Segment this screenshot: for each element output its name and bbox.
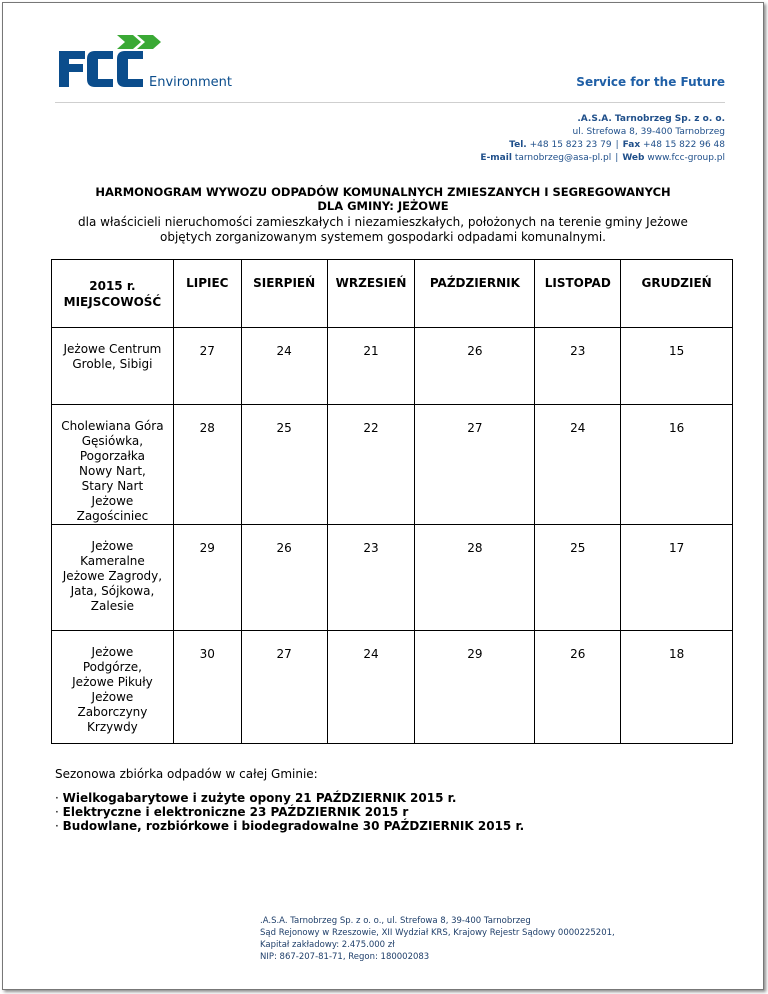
title-line-2: DLA GMINY: JEŻOWE <box>317 199 449 213</box>
logo-subtitle: Environment <box>149 75 233 90</box>
footer-line: .A.S.A. Tarnobrzeg Sp. z o. o., ul. Strefowa 8, 39-400 Tarnobrzeg <box>260 916 531 926</box>
seasonal-list <box>55 791 524 833</box>
day-cell: 27 <box>241 631 327 744</box>
header-month: GRUDZIEŃ <box>621 260 733 328</box>
day-cell: 28 <box>173 405 241 525</box>
header-divider <box>55 102 725 103</box>
day-cell: 24 <box>327 631 415 744</box>
header-month: LISTOPAD <box>535 260 621 328</box>
day-cell: 25 <box>241 405 327 525</box>
header-location: 2015 r. MIEJSCOWOŚĆ <box>52 260 174 328</box>
day-cell: 15 <box>621 328 733 405</box>
document-title <box>43 185 723 213</box>
company-info: .A.S.A. Tarnobrzeg Sp. z o. o. ul. Strefowa 8, 39-400 Tarnobrzeg Tel. +48 15 823 23 79 | Fax +48 15 822 96 48 E-mail tarnobrzeg@asa-pl.pl | Web www.fcc-group.pl <box>480 114 725 163</box>
table-row <box>52 328 733 405</box>
subtitle-line-2: objętych zorganizowanym systemem gospodarki odpadami komunalnymi. <box>160 230 606 244</box>
table-row <box>52 525 733 631</box>
list-item: · Budowlane, rozbiórkowe i biodegradowalne 30 PAŹDZIERNIK 2015 r. <box>55 819 524 833</box>
web-label: Web <box>622 153 645 163</box>
tel-value: +48 15 823 23 79 <box>529 140 612 150</box>
footer-line: Sąd Rejonowy w Rzeszowie, XII Wydział KRS, Krajowy Rejestr Sądowy 0000225201, <box>260 928 615 938</box>
list-item: · Elektryczne i elektroniczne 23 PAŹDZIERNIK 2015 r <box>55 805 524 819</box>
day-cell: 24 <box>241 328 327 405</box>
day-cell: 29 <box>173 525 241 631</box>
table-header-row <box>52 260 733 328</box>
title-line-1: HARMONOGRAM WYWOZU ODPADÓW KOMUNALNYCH ZMIESZANYCH I SEGREGOWANYCH <box>95 185 671 199</box>
schedule-table <box>51 259 733 744</box>
day-cell: 23 <box>535 328 621 405</box>
day-cell: 22 <box>327 405 415 525</box>
day-cell: 24 <box>535 405 621 525</box>
email-label: E-mail <box>480 153 512 163</box>
day-cell: 23 <box>327 525 415 631</box>
day-cell: 26 <box>415 328 535 405</box>
tel-label: Tel. <box>509 140 527 150</box>
header-month: LIPIEC <box>173 260 241 328</box>
company-name: .A.S.A. Tarnobrzeg Sp. z o. o. <box>577 114 725 124</box>
location-cell: Cholewiana Góra Gęsiówka, Pogorzałka Nowy Nart, Stary Nart Jeżowe Zagościniec <box>52 405 174 525</box>
day-cell: 25 <box>535 525 621 631</box>
table-row <box>52 631 733 744</box>
day-cell: 21 <box>327 328 415 405</box>
day-cell: 16 <box>621 405 733 525</box>
tagline: Service for the Future <box>576 75 725 89</box>
document-page <box>2 2 764 990</box>
location-cell: Jeżowe Podgórze, Jeżowe Pikuły Jeżowe Zaborczyny Krzywdy <box>52 631 174 744</box>
fax-label: Fax <box>622 140 641 150</box>
header-month: SIERPIEŃ <box>241 260 327 328</box>
location-cell: Jeżowe Kameralne Jeżowe Zagrody, Jata, Sójkowa, Zalesie <box>52 525 174 631</box>
day-cell: 26 <box>535 631 621 744</box>
day-cell: 29 <box>415 631 535 744</box>
day-cell: 17 <box>621 525 733 631</box>
day-cell: 30 <box>173 631 241 744</box>
header-month: PAŹDZIERNIK <box>415 260 535 328</box>
day-cell: 27 <box>173 328 241 405</box>
header-month: WRZESIEŃ <box>327 260 415 328</box>
web-value[interactable]: www.fcc-group.pl <box>647 153 725 163</box>
day-cell: 27 <box>415 405 535 525</box>
footer <box>260 915 615 963</box>
day-cell: 18 <box>621 631 733 744</box>
footer-line: Kapitał zakładowy: 2.475.000 zł <box>260 940 395 950</box>
document-subtitle <box>43 215 723 245</box>
fax-value: +48 15 822 96 48 <box>643 140 725 150</box>
footer-line: NIP: 867-207-81-71, Regon: 180002083 <box>260 952 430 962</box>
day-cell: 26 <box>241 525 327 631</box>
email-value[interactable]: tarnobrzeg@asa-pl.pl <box>514 153 612 163</box>
location-cell: Jeżowe Centrum Groble, Sibigi <box>52 328 174 405</box>
list-item: · Wielkogabarytowe i zużyte opony 21 PAŹDZIERNIK 2015 r. <box>55 791 524 805</box>
day-cell: 28 <box>415 525 535 631</box>
seasonal-title: Sezonowa zbiórka odpadów w całej Gminie: <box>55 767 318 781</box>
subtitle-line-1: dla właścicieli nieruchomości zamieszkałych i niezamieszkałych, położonych na terenie gminy Jeżowe <box>78 215 688 229</box>
company-address: ul. Strefowa 8, 39-400 Tarnobrzeg <box>572 127 725 137</box>
table-row <box>52 405 733 525</box>
